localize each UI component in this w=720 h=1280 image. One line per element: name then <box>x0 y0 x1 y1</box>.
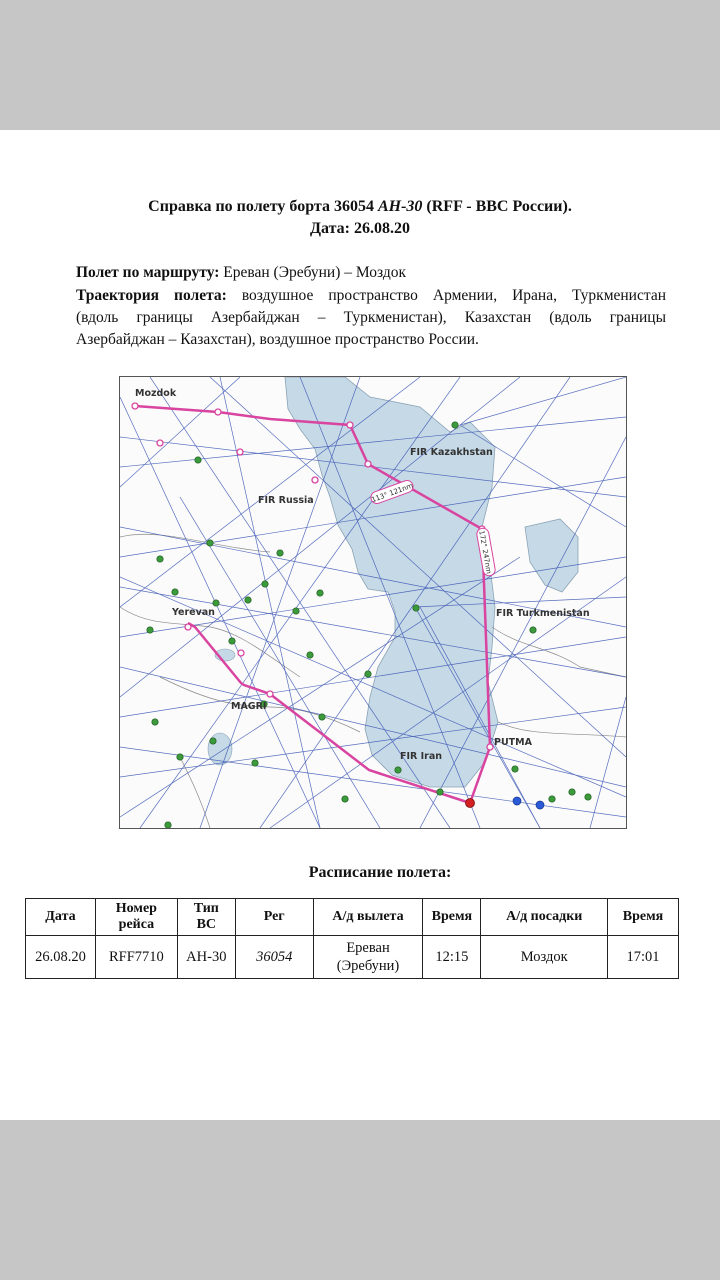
title-aircraft: АН-30 <box>377 198 423 215</box>
bottom-bar <box>0 1120 720 1280</box>
blue-waypoint-2 <box>536 801 544 809</box>
label-fir-russia: FIR Russia <box>258 495 314 506</box>
trajectory-paragraph <box>76 285 666 351</box>
blue-waypoint-1 <box>513 797 521 805</box>
top-bar <box>0 0 720 130</box>
title-prefix: Справка по полету борта 36054 <box>148 198 378 215</box>
route-value: Ереван (Эребуни) – Моздок <box>219 264 407 281</box>
document-date: Дата: 26.08.20 <box>310 220 410 237</box>
cell-date: 26.08.20 <box>26 936 96 979</box>
schedule-title: Расписание полета: <box>308 864 452 881</box>
cell-departure-line-1: Ереван <box>346 940 390 956</box>
header-departure-time: Время <box>423 899 481 936</box>
trajectory-text-1: воздушное пространство Армении, Ирана, Туркменистан <box>226 287 666 304</box>
header-arrival: А/д посадки <box>481 899 608 936</box>
cell-reg: 36054 <box>235 936 313 979</box>
header-date: Дата <box>26 899 96 936</box>
header-flight-line-2: рейса <box>118 917 155 932</box>
trajectory-line-2: (вдоль границы Азербайджан – Туркменистан), Казахстан (вдоль границы <box>76 309 666 326</box>
header-flight-line-1: Номер <box>115 901 157 916</box>
trajectory-label: Траектория полета: <box>76 287 227 304</box>
header-reg: Рег <box>235 899 313 936</box>
header-type <box>177 899 235 936</box>
label-fir-iran: FIR Iran <box>400 751 443 762</box>
schedule-header-row <box>26 899 679 936</box>
cell-arrival: Моздок <box>481 936 608 979</box>
trajectory-line-1 <box>76 285 666 307</box>
cell-departure-line-2: (Эребуни) <box>336 958 400 974</box>
header-flight <box>95 899 177 936</box>
route-paragraph <box>76 262 666 284</box>
departure-point <box>466 799 475 808</box>
document-title <box>0 196 720 218</box>
header-type-line-1: Тип <box>193 901 219 916</box>
karabogaz-lake <box>525 519 578 592</box>
schedule-row <box>26 936 679 979</box>
header-arrival-time: Время <box>608 899 679 936</box>
trajectory-line-3: Азербайджан – Казахстан), воздушное пространство России. <box>76 331 479 348</box>
route-map-svg <box>120 377 626 828</box>
header-type-line-2: ВС <box>196 917 217 932</box>
header-departure: А/д вылета <box>313 899 423 936</box>
cell-departure <box>313 936 423 979</box>
label-mozdok: Mozdok <box>135 388 177 399</box>
segment-label-2: 172° 247nm <box>477 529 493 575</box>
route-label: Полет по маршруту: <box>76 264 220 281</box>
label-yerevan: Yerevan <box>172 607 215 618</box>
cell-type: АН-30 <box>177 936 235 979</box>
label-magri: MAGRI <box>231 701 267 712</box>
cell-arrival-time: 17:01 <box>608 936 679 979</box>
title-suffix: (RFF - ВВС России). <box>422 198 572 215</box>
label-putma: PUTMA <box>494 737 532 748</box>
schedule-table <box>25 898 679 979</box>
segment-label-1: 113° 121nm <box>370 481 415 505</box>
label-fir-kazakhstan: FIR Kazakhstan <box>410 447 493 458</box>
route-map <box>119 376 627 829</box>
cell-departure-time: 12:15 <box>423 936 481 979</box>
cell-flight: RFF7710 <box>95 936 177 979</box>
label-fir-turkmenistan: FIR Turkmenistan <box>496 608 590 619</box>
